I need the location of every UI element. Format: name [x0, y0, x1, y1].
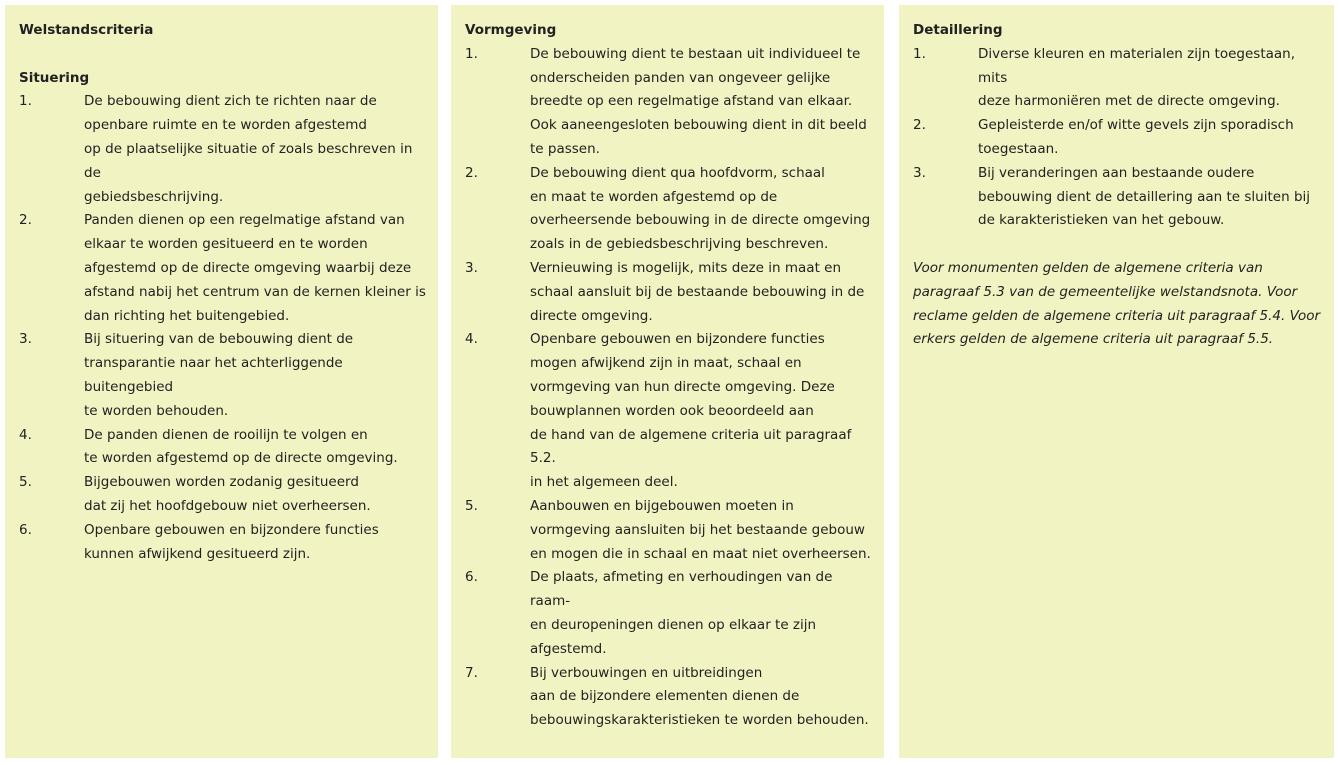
item-text: Bij veranderingen aan bestaande oudere bebouwing dient de detaillering aan te sluiten bij de karakteristieken van het gebouw. — [978, 164, 1311, 229]
item-number: 4. — [465, 331, 478, 348]
item-text: Bij situering van de bebouwing dient de transparantie naar het achterliggende buitengebied te worden behouden. — [84, 331, 354, 419]
item-text: Bij verbouwingen en uitbreidingen aan de bijzondere elementen dienen de bebouwingskarakteristieken te worden behouden. — [530, 664, 869, 729]
item-text: De panden dienen de rooilijn te volgen en te worden afgestemd op de directe omgeving. — [84, 426, 398, 467]
item-text: Vernieuwing is mogelijk, mits deze in maat en schaal aansluit bij de bestaande bebouwing in de directe omgeving. — [530, 259, 865, 324]
list-item — [19, 471, 426, 519]
item-number: 2. — [465, 164, 478, 181]
list-item — [913, 114, 1322, 162]
section-subtitle: Situering — [19, 69, 90, 86]
item-number: 4. — [19, 426, 32, 443]
item-text: De bebouwing dient te bestaan uit individueel te onderscheiden panden van ongeveer gelijke breedte op een regelmatige afstand van elkaar. Ook aaneengesloten bebouwing dient in dit beeld te passen. — [530, 45, 867, 157]
column-detaillering — [899, 5, 1334, 758]
item-text: Diverse kleuren en materialen zijn toegestaan, mits deze harmoniëren met de directe omgeving. — [978, 45, 1295, 110]
item-number: 5. — [19, 474, 32, 491]
column-title: Vormgeving — [465, 22, 557, 38]
criteria-list — [465, 43, 872, 733]
item-number: 1. — [465, 45, 478, 62]
list-item — [19, 519, 426, 567]
list-item — [913, 162, 1322, 233]
item-text: Aanbouwen en bijgebouwen moeten in vormgeving aansluiten bij het bestaande gebouw en mogen die in schaal en maat niet overheersen. — [530, 497, 871, 562]
item-number: 7. — [465, 664, 478, 681]
criteria-list — [19, 90, 426, 566]
column-title: Welstandscriteria — [19, 22, 154, 38]
item-text: De plaats, afmeting en verhoudingen van de raam- en deuropeningen dienen op elkaar te zijn afgestemd. — [530, 569, 833, 657]
column-title: Detaillering — [913, 22, 1003, 38]
item-number: 1. — [913, 45, 926, 62]
column-vormgeving — [451, 5, 884, 758]
criteria-list — [913, 43, 1322, 233]
list-item — [465, 162, 872, 257]
item-number: 3. — [913, 164, 926, 181]
column-situering — [5, 5, 438, 758]
item-number: 6. — [19, 521, 32, 538]
list-item — [913, 43, 1322, 114]
item-text: Gepleisterde en/of witte gevels zijn sporadisch toegestaan. — [978, 117, 1294, 157]
item-number: 3. — [465, 259, 478, 276]
item-text: Panden dienen op een regelmatige afstand van elkaar te worden gesitueerd en te worden afgestemd op de directe omgeving waarbij deze afstand nabij het centrum van de kernen kleiner is dan richting het buitengebied. — [84, 212, 426, 324]
list-item — [465, 257, 872, 328]
item-number: 2. — [913, 117, 926, 134]
list-item — [19, 424, 426, 472]
item-text: Openbare gebouwen en bijzondere functies kunnen afwijkend gesitueerd zijn. — [84, 521, 379, 562]
item-number: 1. — [19, 93, 32, 110]
item-number: 6. — [465, 569, 478, 586]
list-item — [465, 43, 872, 162]
item-text: De bebouwing dient zich te richten naar de openbare ruimte en te worden afgestemd op de plaatselijke situatie of zoals beschreven in de gebiedsbeschrijving. — [84, 93, 413, 205]
list-item — [465, 662, 872, 733]
list-item — [465, 566, 872, 661]
item-number: 2. — [19, 212, 32, 229]
item-text: Openbare gebouwen en bijzondere functies mogen afwijkend zijn in maat, schaal en vormgeving van hun directe omgeving. Deze bouwplannen worden ook beoordeeld aan de hand van de algemene criteria uit paragraaf 5.2. in het algemeen deel. — [530, 331, 852, 491]
monument-note: Voor monumenten gelden de algemene criteria van paragraaf 5.3 van de gemeentelijke welstandsnota. Voor reclame gelden de algemene criteria uit paragraaf 5.4. Voor erkers gelden de algemene criteria uit paragraaf 5.5. — [913, 259, 1321, 348]
list-item — [19, 328, 426, 423]
list-item — [465, 495, 872, 566]
item-text: Bijgebouwen worden zodanig gesitueerd dat zij het hoofdgebouw niet overheersen. — [84, 474, 371, 514]
item-number: 3. — [19, 331, 32, 348]
item-text: De bebouwing dient qua hoofdvorm, schaal en maat te worden afgestemd op de overheersende bebouwing in de directe omgeving zoals in de gebiedsbeschrijving beschreven. — [530, 164, 871, 253]
item-number: 5. — [465, 497, 478, 514]
list-item — [19, 90, 426, 209]
list-item — [465, 328, 872, 495]
list-item — [19, 209, 426, 328]
